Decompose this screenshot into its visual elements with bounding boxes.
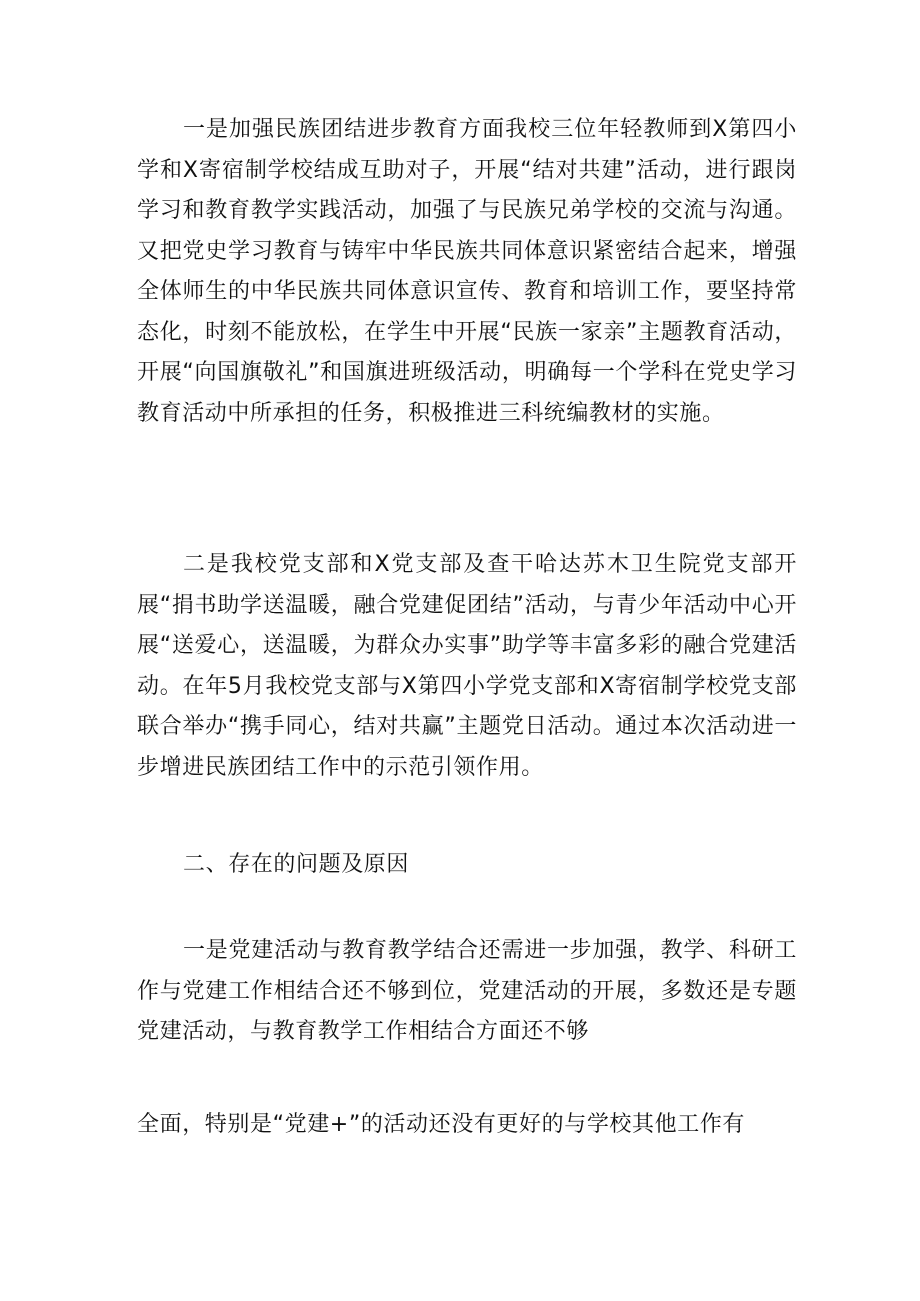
paragraph-party-branch-activities: 二是我校党支部和X党支部及查干哈达苏木卫生院党支部开展“捐书助学送温暖，融合党建促团结”活动，与青少年活动中心开展“送爱心，送温暖，为群众办实事”助学等丰富多彩的融合党建活动。在年5月我校党支部与X第四小学党支部和X寄宿制学校党支部联合举办“携手同心，结对共赢”主题党日活动。通过本次活动进一步增进民族团结工作中的示范引领作用。 — [137, 552, 797, 780]
paragraph-continuation: 全面，特别是“党建+”的活动还没有更好的与学校其他工作有 — [137, 1112, 746, 1137]
section-heading-problems: 二、存在的问题及原因 — [183, 852, 410, 877]
paragraph-problem-one: 一是党建活动与教育教学结合还需进一步加强，教学、科研工作与党建工作相结合还不够到位，党建活动的开展，多数还是专题党建活动，与教育教学工作相结合方面还不够 — [137, 938, 797, 1044]
paragraph-ethnic-unity-education: 一是加强民族团结进步教育方面我校三位年轻教师到X第四小学和X寄宿制学校结成互助对子，开展“结对共建”活动，进行跟岗学习和教育教学实践活动，加强了与民族兄弟学校的交流与沟通。又把党史学习教育与铸牢中华民族共同体意识紧密结合起来，增强全体师生的中华民族共同体意识宣传、教育和培训工作，要坚持常态化，时刻不能放松，在学生中开展“民族一家亲”主题教育活动，开展“向国旗敬礼”和国旗进班级活动，明确每一个学科在党史学习教育活动中所承担的任务，积极推进三科统编教材的实施。 — [137, 117, 797, 426]
